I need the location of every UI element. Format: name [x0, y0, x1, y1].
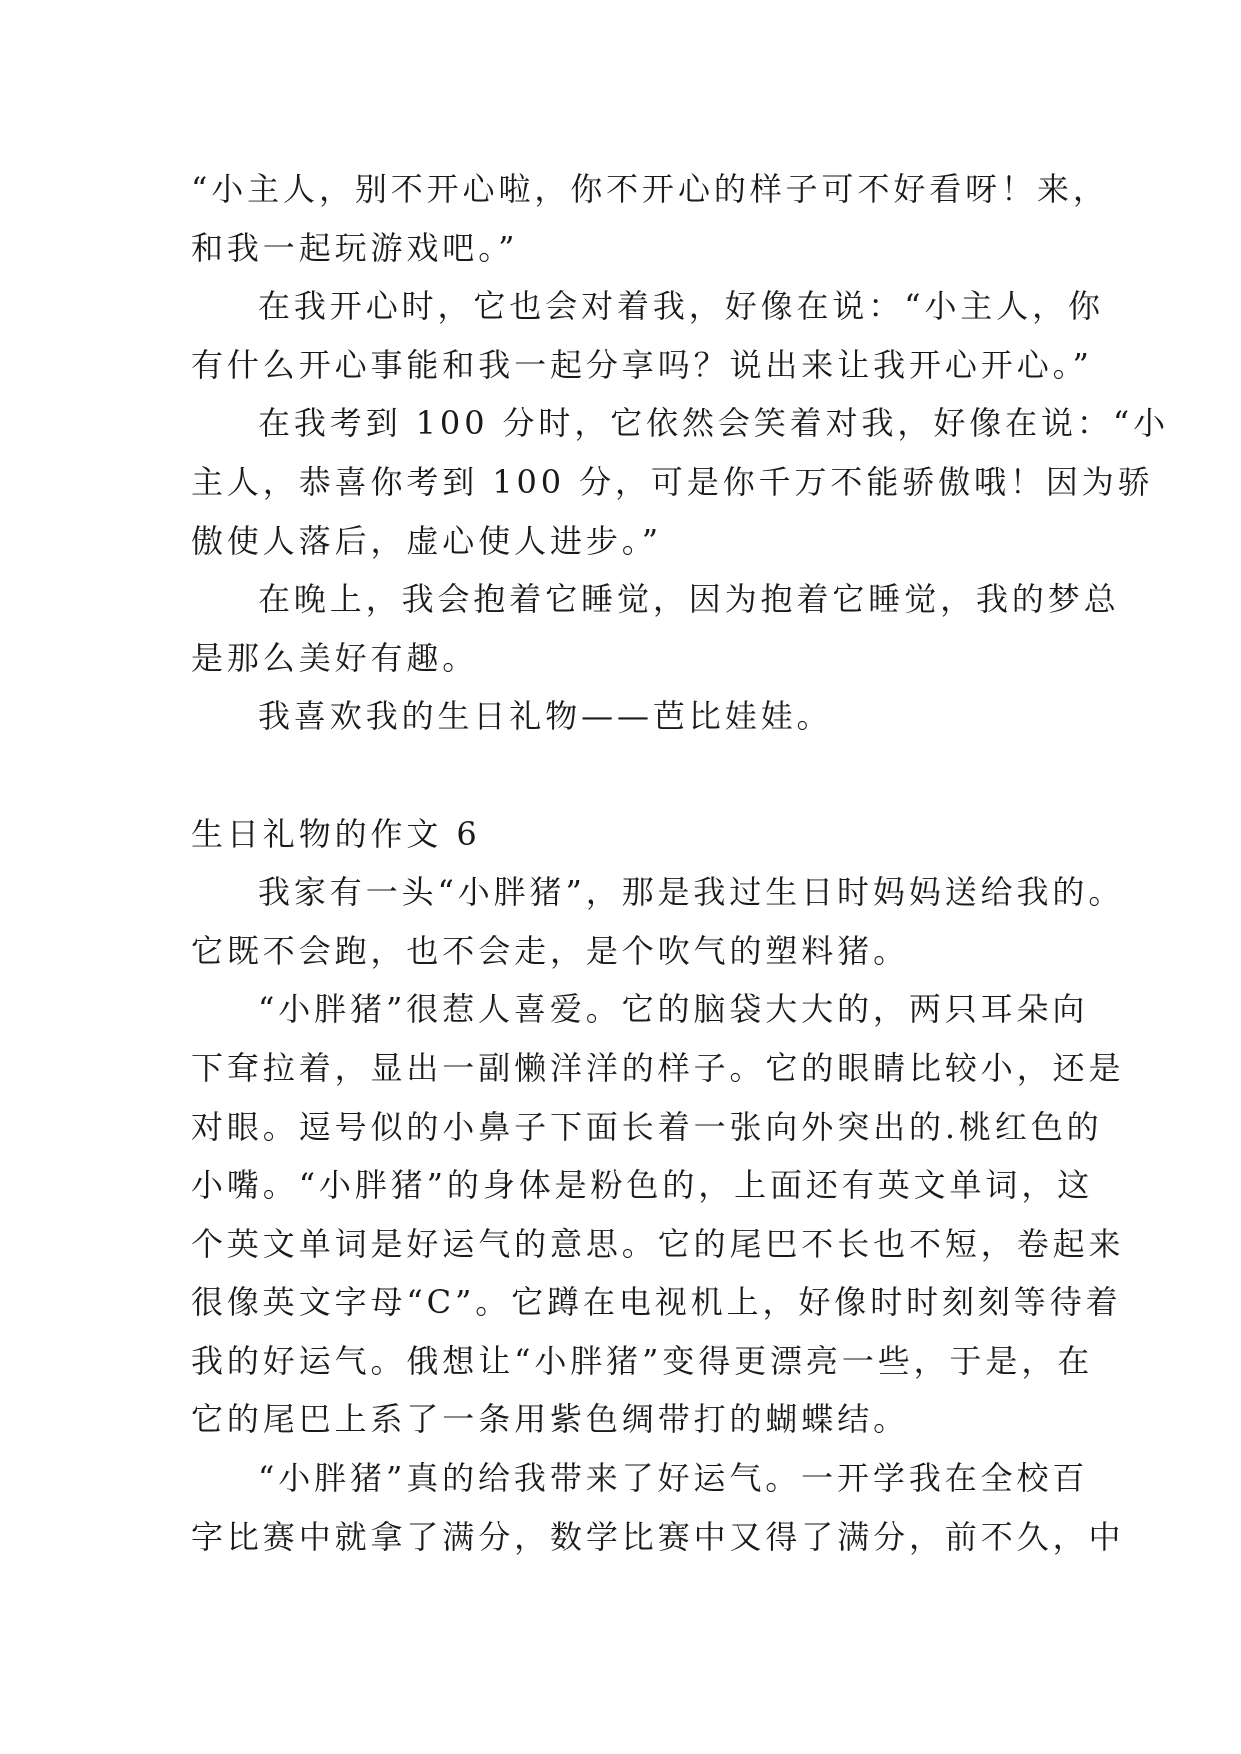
body-line: 我喜欢我的生日礼物——芭比娃娃。 — [258, 697, 833, 736]
body-line: 有什么开心事能和我一起分享吗？说出来让我开心开心。” — [191, 345, 1093, 384]
body-line: 在晚上，我会抱着它睡觉，因为抱着它睡觉，我的梦总 — [258, 580, 1120, 619]
body-line: “小主人，别不开心啦，你不开心的样子可不好看呀！来， — [191, 170, 1109, 208]
body-line: 个英文单词是好运气的意思。它的尾巴不长也不短，卷起来 — [191, 1224, 1125, 1263]
body-line: 我的好运气。俄想让“小胖猪”变得更漂亮一些，于是，在 — [191, 1341, 1094, 1380]
document-body — [191, 160, 1169, 1566]
body-line: 傲使人落后，虚心使人进步。” — [191, 521, 662, 560]
section-heading: 生日礼物的作文 6 — [191, 814, 481, 853]
body-line: 它既不会跑，也不会走，是个吹气的塑料猪。 — [191, 931, 910, 970]
body-line: 下耷拉着，显出一副懒洋洋的样子。它的眼睛比较小，还是 — [191, 1048, 1125, 1087]
body-line: 主人，恭喜你考到 100 分，可是你千万不能骄傲哦！因为骄 — [191, 462, 1154, 501]
body-line: 它的尾巴上系了一条用紫色绸带打的蝴蝶结。 — [191, 1400, 910, 1439]
body-line: 小嘴。“小胖猪”的身体是粉色的，上面还有英文单词，这 — [191, 1166, 1094, 1205]
body-line: 字比赛中就拿了满分，数学比赛中又得了满分，前不久，中 — [191, 1517, 1125, 1556]
body-line: 在我考到 100 分时，它依然会笑着对我，好像在说：“小 — [258, 404, 1169, 443]
body-line: “小胖猪”真的给我带来了好运气。一开学我在全校百 — [258, 1459, 1089, 1498]
body-line: 对眼。逗号似的小鼻子下面长着一张向外突出的.桃红色的 — [191, 1107, 1103, 1146]
body-line: 在我开心时，它也会对着我，好像在说：“小主人，你 — [258, 287, 1104, 326]
body-line: 我家有一头“小胖猪”，那是我过生日时妈妈送给我的。 — [258, 873, 1125, 912]
body-line: 很像英文字母“C”。它蹲在电视机上，好像时时刻刻等待着 — [191, 1283, 1122, 1322]
paragraph-gap — [191, 746, 1071, 805]
body-line: 是那么美好有趣。 — [191, 638, 479, 677]
body-line: “小胖猪”很惹人喜爱。它的脑袋大大的，两只耳朵向 — [258, 990, 1089, 1029]
body-line: 和我一起玩游戏吧。” — [191, 228, 519, 267]
